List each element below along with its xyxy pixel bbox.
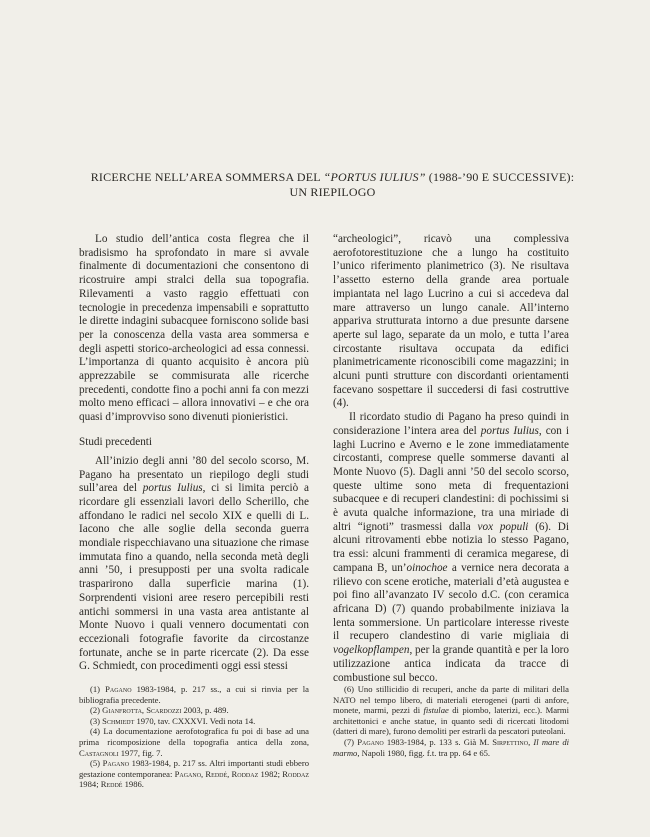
footnotes-left [79, 684, 309, 790]
studi-precedenti-paragraph: All’inizio degli anni ’80 del secolo scorso, M. Pagano ha presentato un riepilogo degli studi sull’area del portus Iulius, ci si limita perciò a ricordare gli essenziali lavori dello Scherillo, che affondano le radici nel secolo XIX e quelli di L. Iacono che alle soglie della seconda guerra mondiale rispecchiavano una situazione che rimase immutata fino a quando, nella seconda metà degli anni ’50, i presupposti per una svolta radicale trasparirono dalla superficie marina (1). Sorprendenti visioni aree resero percepibili resti antichi sommersi in una vasta area antistante al Monte Nuovo i quali vennero documentati con eccezionali fotografie favorite da circostanze fortunate, anche se in parte ricercate (2). Da esse G. Schmiedt, con procedimenti oggi essi stessi [79, 454, 309, 673]
pagano-paragraph: Il ricordato studio di Pagano ha preso quindi in considerazione l’intera area del portus Iulius, con i laghi Lucrino e Averno e le zone immediatamente circostanti, comprese quelle sommerse davanti al Monte Nuovo (5). Dagli anni ’50 del secolo scorso, queste ultime sono meta di frequentazioni subacquee e di recuperi clandestini: di pochissimi si è avuta qualche informazione, tra una miriade di altri “ignoti” trasmessi dalla vox populi (6). Di alcuni ritrovamenti ebbe notizia lo stesso Pagano, tra essi: alcuni frammenti di ceramica megarese, di campana B, un’oinochoe a vernice nera decorata a rilievo con scene erotiche, materiali d’età augustea e poi fino all’avanzato IV secolo d.C. (con ceramica africana D) (7) quando probabilmente iniziava la lenta sommersione. Un particolare interesse riveste il recupero clandestino di varie migliaia di vogelkopflampen, per la grande quantità e per la loro utilizzazione antica indicata da tracce di combustione sul becco. [333, 411, 569, 684]
footnote-7: (7) Pagano 1983-1984, p. 133 s. Già M. Sirpettino, Il mare di marmo, Napoli 1980, figg. f.t. tra pp. 64 e 65. [333, 736, 570, 758]
footnote-2: (2) Gianfrotta, Scardozzi 2003, p. 489. [90, 705, 229, 716]
title-italic: “PORTUS IULIUS” [323, 170, 426, 184]
footnote-6: (6) Uno stillicidio di recuperi, anche da parte di militari della NATO nel tempo libero, di materiali eterogenei (parti di anfore, monete, marmi, pezzi di fistulae di piombo, laterizi, ecc.). Marmi architettonici e anche statue, in quanto sedi di ricercati litodomi (datteri di mare), furono demoliti per estrarli da pescatori puteolani. [333, 684, 569, 737]
right-column [333, 233, 569, 685]
footnote-1: (1) Pagano 1983-1984, p. 217 ss., a cui si rinvia per la bibliografia precedente. [79, 684, 309, 705]
continued-paragraph: “archeologici”, ricavò una complessiva aerofotorestituzione che a lungo ha costituito l’unico riferimento planimetrico (3). Ne risultava l’assetto esterno della grande area portuale impiantata nel lago Lucrino a cui si accedeva dal mare attraverso un lungo canale. All’interno appariva strutturata intorno a due presunte darsene aperte sul lago, separate da un molo, e tutta l’area circostante risultava occupata da edifici planimetricamente riconoscibili come magazzini; in alcuni punti strutture con discordanti orientamenti facevano sospettare il succedersi di fasi costruttive (4). [333, 233, 569, 410]
footnotes-right [333, 684, 569, 758]
footnote-5: (5) Pagano 1983-1984, p. 217 ss. Altri importanti studi ebbero gestazione contemporanea: Pagano, Reddé, Roddaz 1982; Roddaz 1984; Reddé 1986. [79, 758, 310, 790]
page-title [60, 170, 605, 200]
footnote-3: (3) Schmiedt 1970, tav. CXXXVI. Vedi nota 14. [90, 715, 256, 726]
section-heading: Studi precedenti [79, 435, 153, 448]
intro-paragraph: Lo studio dell’antica costa flegrea che il bradisismo ha sprofondato in mare si avvale finalmente di documentazioni che consentono di ricostruire ampi stralci della sua topografia. Rilevamenti a vasto raggio effettuati con tecnologie in precedenza impensabili e soprattutto le dirette indagini subacquee forniscono solide basi per la conoscenza della vasta area sommersa e degli aspetti storico-archeologici ad essa connessi. L’importanza di quanto acquisito è ancora più apprezzabile se commisurata alle ricerche precedenti, condotte fino a pochi anni fa con mezzi molto meno efficaci – allora innovativi – e che ora quasi d’improvviso sono divenuti pionieristici. [79, 233, 309, 424]
title-line-1: RICERCHE NELL’AREA SOMMERSA DEL “PORTUS IULIUS” (1988-’90 E SUCCESSIVE): [90, 170, 575, 184]
left-column [79, 233, 309, 674]
footnote-4: (4) La documentazione aerofotografica fu poi di base ad una prima ricomposizione della topografia antica della zona, Castagnoli 1977, fig. 7. [79, 726, 309, 758]
title-line-2: UN RIEPILOGO [289, 185, 376, 199]
